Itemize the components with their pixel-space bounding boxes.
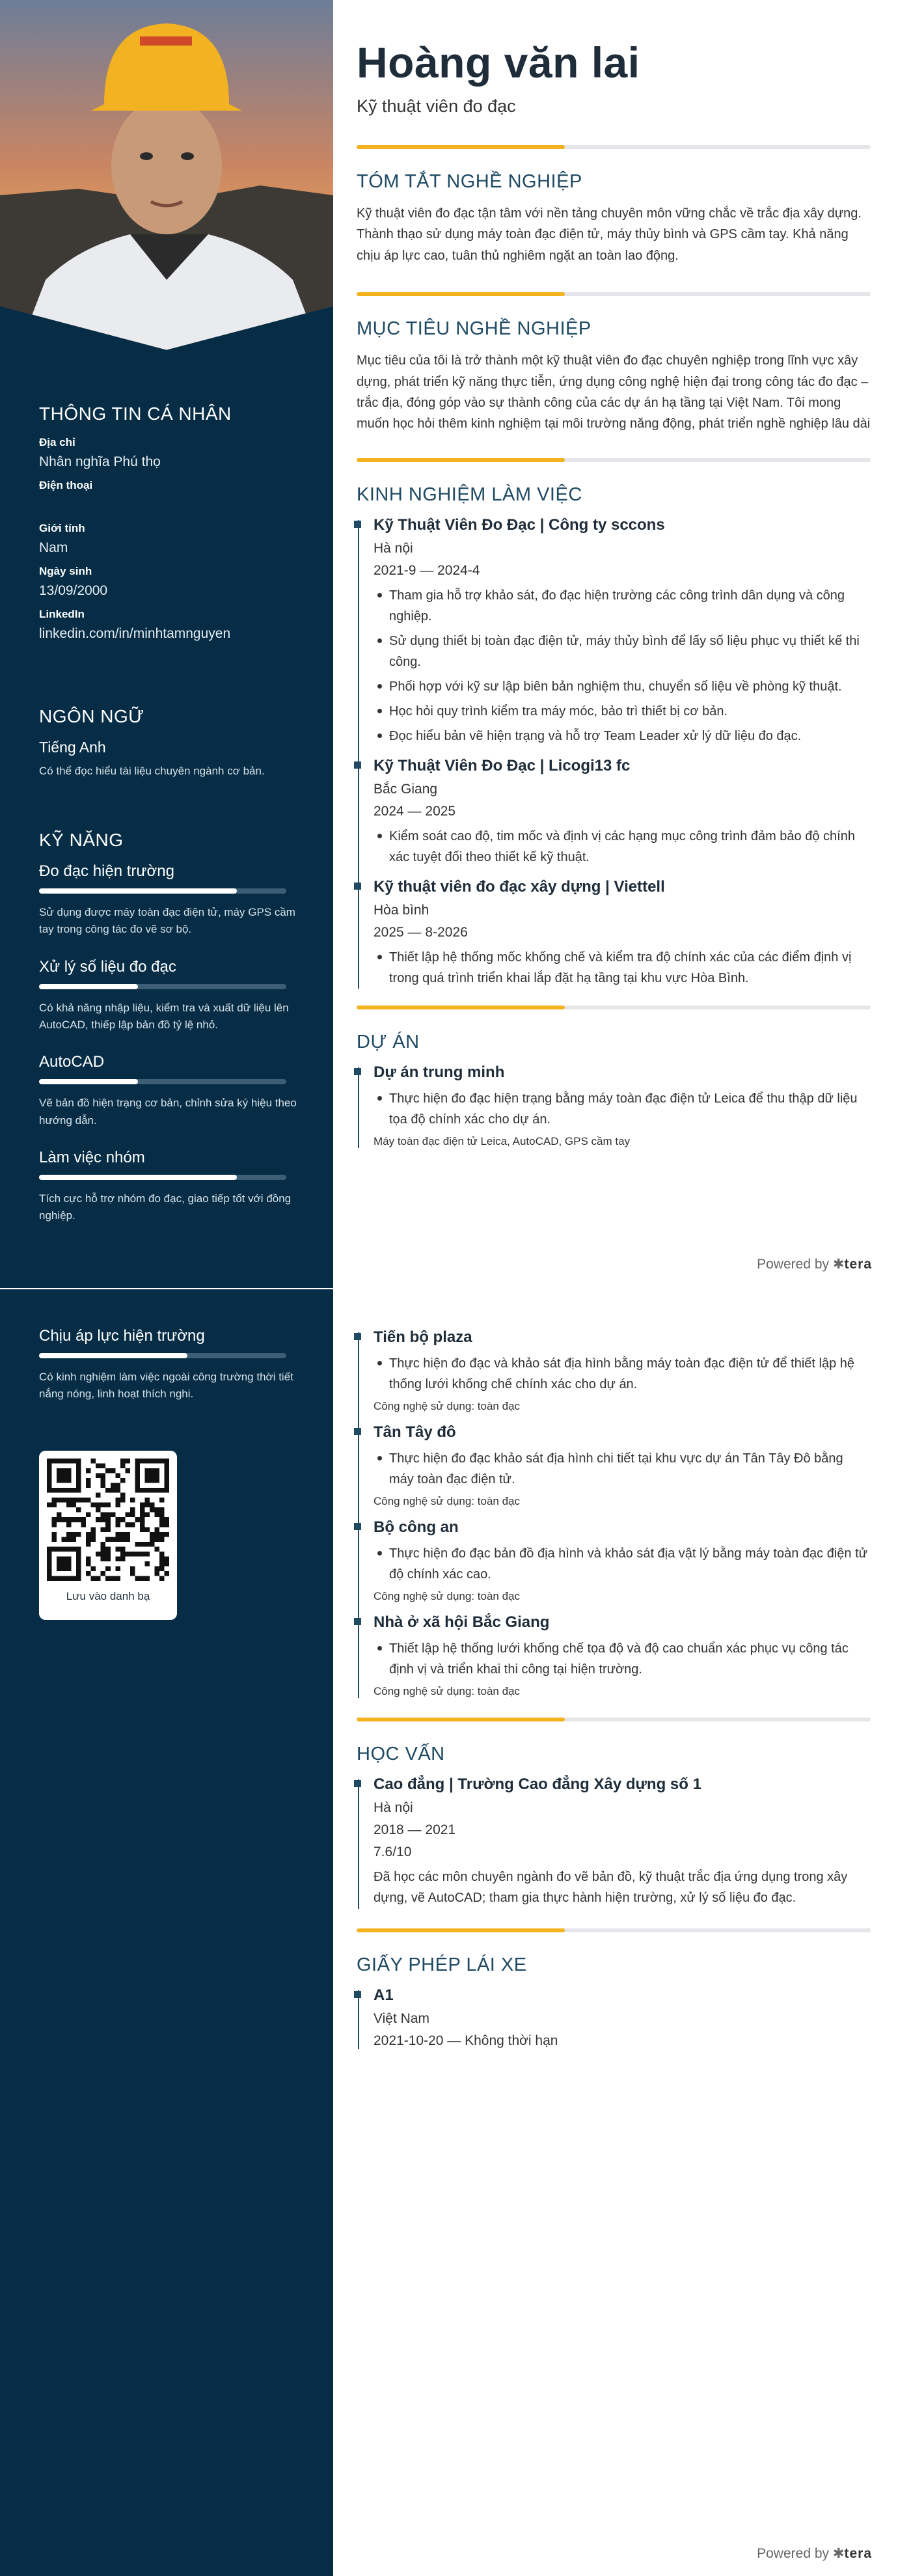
candidate-name: Hoàng văn lai bbox=[357, 38, 640, 87]
gender-value: Nam bbox=[39, 540, 68, 555]
section-divider bbox=[357, 145, 871, 149]
job-title: Kỹ Thuật Viên Đo Đạc | Licogi13 fc bbox=[374, 756, 631, 774]
project-entry bbox=[374, 1518, 871, 1603]
job-location: Bắc Giang bbox=[374, 781, 438, 797]
sidebar bbox=[0, 0, 333, 1288]
asterisk-logo-icon: ✱ bbox=[832, 2546, 845, 2561]
skill-level-fill bbox=[39, 1079, 138, 1084]
skill-desc: Vẽ bản đồ hiện trạng cơ bản, chỉnh sửa ký hiệu theo hướng dẫn. bbox=[39, 1097, 297, 1127]
project-title: Bộ công an bbox=[374, 1518, 459, 1536]
save-contact-label: Lưu vào danh bạ bbox=[66, 1590, 150, 1602]
timeline-dot bbox=[354, 1068, 361, 1075]
school-gpa: 7.6/10 bbox=[374, 1844, 412, 1859]
skill-item bbox=[39, 958, 299, 1034]
license-country: Việt Nam bbox=[374, 2010, 429, 2026]
license-dates: 2021-10-20 — Không thời hạn bbox=[374, 2033, 558, 2048]
school-title: Cao đẳng | Trường Cao đẳng Xây dựng số 1 bbox=[374, 1775, 701, 1793]
list-item: Thực hiện đo đạc khảo sát địa hình chi tiết tại khu vực dự án Tân Tây Đô bằng máy toàn đạc điện tử. bbox=[374, 1448, 871, 1490]
skill-level-fill bbox=[39, 1175, 237, 1180]
powered-by-label: Powered by bbox=[757, 1257, 830, 1272]
brand-name: tera bbox=[844, 2546, 872, 2561]
list-item: Thực hiện đo đạc và khảo sát địa hình bằng máy toàn đạc điện tử để thiết lập hệ thống lưới khống chế chính xác cho dự án. bbox=[374, 1353, 871, 1395]
job-bullets bbox=[374, 585, 871, 747]
job-title: Kỹ thuật viên đo đạc xây dựng | Viettell bbox=[374, 877, 665, 896]
linkedin-link[interactable]: linkedin.com/in/minhtamnguyen bbox=[39, 626, 231, 641]
license-heading: GIẤY PHÉP LÁI XE bbox=[357, 1954, 527, 1975]
project-bullets bbox=[374, 1448, 871, 1490]
project-entry bbox=[374, 1423, 871, 1508]
summary-text: Kỹ thuật viên đo đạc tận tâm với nền tảng chuyên môn vững chắc về trắc địa xây dựng. Thành thạo sử dụng máy toàn đạc điện tử, máy thủy bình và GPS cầm tay. Khả năng chịu áp lực cao, tuân thủ nghiêm ngặt an toàn lao động. bbox=[357, 206, 862, 263]
project-tech: Công nghệ sử dụng: toàn đạc bbox=[374, 1495, 520, 1507]
skill-level-bar bbox=[39, 984, 286, 989]
skill-item bbox=[39, 862, 299, 939]
job-location: Hà nội bbox=[374, 540, 413, 556]
skill-level-bar bbox=[39, 1175, 286, 1180]
list-item: Thiết lập hệ thống mốc khống chế và kiểm tra độ chính xác của các điểm định vị trong quá trình triển khai lắp đặt hạ tầng tại khu vực Hòa Bình. bbox=[374, 947, 871, 989]
personal-info-section bbox=[39, 404, 299, 651]
address-value: Nhân nghĩa Phú thọ bbox=[39, 454, 161, 469]
skills-section bbox=[39, 830, 299, 1244]
objective-text: Mục tiêu của tôi là trở thành một kỹ thuật viên đo đạc chuyên nghiệp trong lĩnh vực xây dựng, phát triển kỹ năng thực tiễn, ứng dụng công nghệ hiện đại trong công tác đo đạc – trắc địa, đóng góp vào sự thành công của các dự án hạ tầng tại Việt Nam. Tôi mong muốn học hỏi thêm kinh nghiệm tại môi trường năng động, phát triển nghề nghiệp lâu dài bbox=[357, 353, 871, 432]
skill-desc: Có khả năng nhập liệu, kiểm tra và xuất dữ liệu lên AutoCAD, thiếp lập bản đồ tỷ lệ nhỏ. bbox=[39, 1001, 289, 1032]
skills-heading: KỸ NĂNG bbox=[39, 830, 124, 850]
school-location: Hà nội bbox=[374, 1800, 413, 1815]
school-dates: 2018 — 2021 bbox=[374, 1822, 456, 1837]
skill-item bbox=[39, 1327, 299, 1403]
project-entry bbox=[374, 1063, 871, 1148]
project-tech: Công nghệ sử dụng: toàn đạc bbox=[374, 1685, 520, 1697]
project-bullets bbox=[374, 1353, 871, 1395]
list-item: Thực hiện đo đạc bản đồ địa hình và khảo sát địa vật lý bằng máy toàn đạc điện tử độ chính xác cao. bbox=[374, 1543, 871, 1585]
language-desc: Có thể đọc hiểu tài liệu chuyên ngành cơ bản. bbox=[39, 765, 265, 777]
education-heading: HỌC VẤN bbox=[357, 1744, 445, 1764]
job-location: Hòa bình bbox=[374, 902, 429, 918]
skill-desc: Tích cực hỗ trợ nhóm đo đạc, giao tiếp tốt với đồng nghiệp. bbox=[39, 1192, 292, 1222]
project-entry bbox=[374, 1613, 871, 1698]
powered-by bbox=[757, 2545, 872, 2562]
projects-heading: DỰ ÁN bbox=[357, 1031, 420, 1052]
skill-level-fill bbox=[39, 984, 138, 989]
experience-entry bbox=[374, 757, 871, 868]
project-title: Dự án trung minh bbox=[374, 1063, 505, 1081]
powered-by-label: Powered by bbox=[757, 2546, 830, 2561]
job-dates: 2021-9 — 2024-4 bbox=[374, 562, 480, 578]
languages-heading: NGÔN NGỮ bbox=[39, 706, 144, 726]
timeline-dot bbox=[354, 1618, 361, 1625]
qr-card[interactable] bbox=[39, 1451, 177, 1620]
project-bullets bbox=[374, 1543, 871, 1585]
experience-entry bbox=[374, 516, 871, 747]
project-bullets bbox=[374, 1638, 871, 1680]
personal-info-heading: THÔNG TIN CÁ NHÂN bbox=[39, 404, 232, 424]
experience-entry bbox=[374, 878, 871, 989]
license-entry bbox=[374, 1986, 871, 2049]
project-title: Nhà ở xã hội Bắc Giang bbox=[374, 1613, 550, 1631]
project-tech: Công nghệ sử dụng: toàn đạc bbox=[374, 1590, 520, 1602]
brand-name: tera bbox=[844, 1257, 872, 1272]
skill-name: Làm việc nhóm bbox=[39, 1149, 145, 1167]
linkedin-label: LinkedIn bbox=[39, 608, 85, 620]
sidebar bbox=[0, 1289, 333, 2576]
job-bullets bbox=[374, 826, 871, 868]
job-title: Kỹ Thuật Viên Đo Đạc | Công ty sccons bbox=[374, 515, 665, 534]
skill-desc: Sử dụng được máy toàn đạc điện tử, máy GPS cầm tay trong công tác đo vẽ sơ bộ. bbox=[39, 906, 295, 936]
education-timeline bbox=[357, 1775, 871, 1909]
skill-level-bar bbox=[39, 888, 286, 894]
project-title: Tiến bộ plaza bbox=[374, 1328, 472, 1346]
skill-level-bar bbox=[39, 1079, 286, 1084]
dob-value: 13/09/2000 bbox=[39, 583, 108, 598]
list-item: Thiết lập hệ thống lưới khống chế tọa độ và độ cao chuẩn xác phục vụ công tác định vị và triển khai thi công tại hiện trường. bbox=[374, 1638, 871, 1680]
project-title: Tân Tây đô bbox=[374, 1423, 456, 1441]
experience-heading: KINH NGHIỆM LÀM VIỆC bbox=[357, 484, 582, 505]
address-label: Địa chỉ bbox=[39, 436, 75, 448]
section-divider bbox=[357, 292, 871, 296]
license-class: A1 bbox=[374, 1986, 394, 2004]
list-item: Kiểm soát cao độ, tim mốc và định vị các hạng mục công trình đảm bảo độ chính xác tuyệt đối theo thiết kế kỹ thuật. bbox=[374, 826, 871, 868]
section-divider bbox=[357, 1928, 871, 1932]
project-tech: Công nghệ sử dụng: toàn đạc bbox=[374, 1400, 520, 1412]
job-dates: 2024 — 2025 bbox=[374, 803, 456, 819]
skill-item bbox=[39, 1149, 299, 1225]
timeline-dot bbox=[354, 883, 361, 890]
list-item: Thực hiện đo đạc hiện trạng bằng máy toàn đạc điện tử Leica để thu thập dữ liệu tọa độ chính xác cho dự án. bbox=[374, 1088, 871, 1130]
skill-name: Đo đạc hiện trường bbox=[39, 862, 174, 880]
skill-name: AutoCAD bbox=[39, 1053, 105, 1071]
skill-level-bar bbox=[39, 1353, 286, 1358]
experience-timeline bbox=[357, 516, 871, 989]
objective-heading: MỤC TIÊU NGHỀ NGHIỆP bbox=[357, 318, 591, 340]
skill-name: Xử lý số liệu đo đạc bbox=[39, 957, 176, 976]
project-entry bbox=[374, 1328, 871, 1413]
timeline-dot bbox=[354, 1991, 361, 1998]
timeline-dot bbox=[354, 521, 361, 528]
language-name: Tiếng Anh bbox=[39, 739, 106, 756]
cv-page-2 bbox=[0, 1288, 911, 2576]
list-item: Sử dụng thiết bị toàn đạc điện tử, máy thủy bình để lấy số liệu phục vụ thiết kế thi công. bbox=[374, 631, 871, 672]
education-entry bbox=[374, 1775, 871, 1909]
project-bullets bbox=[374, 1088, 871, 1130]
dob-label: Ngày sinh bbox=[39, 565, 92, 577]
skill-level-fill bbox=[39, 888, 237, 894]
license-timeline bbox=[357, 1986, 871, 2049]
asterisk-logo-icon: ✱ bbox=[832, 1257, 845, 1272]
timeline-dot bbox=[354, 1780, 361, 1787]
list-item: Phối hợp với kỹ sư lập biên bản nghiệm thu, chuyển số liệu về phòng kỹ thuật. bbox=[374, 676, 871, 697]
main-content bbox=[357, 1328, 871, 2059]
main-content bbox=[357, 38, 871, 1158]
skill-item bbox=[39, 1053, 299, 1129]
profile-photo bbox=[0, 0, 333, 364]
powered-by bbox=[757, 1256, 872, 1272]
school-desc: Đã học các môn chuyên ngành đo vẽ bản đồ, kỹ thuật trắc địa ứng dụng trong xây dựng, vẽ AutoCAD; tham gia thực hành hiện trường, xử lý số liệu đo đạc. bbox=[374, 1870, 848, 1906]
project-tech: Máy toàn đạc điện tử Leica, AutoCAD, GPS cầm tay bbox=[374, 1134, 631, 1147]
timeline-dot bbox=[354, 1333, 361, 1340]
projects-timeline-continued bbox=[357, 1328, 871, 1698]
languages-section bbox=[39, 706, 299, 780]
list-item: Đọc hiểu bản vẽ hiện trạng và hỗ trợ Team Leader xử lý dữ liệu đo đạc. bbox=[374, 726, 871, 747]
phone-value bbox=[39, 497, 299, 513]
qr-code-icon bbox=[47, 1459, 169, 1581]
gender-label: Giới tính bbox=[39, 522, 85, 534]
skill-desc: Có kinh nghiệm làm việc ngoài công trường thời tiết nắng nóng, linh hoạt thích nghi. bbox=[39, 1371, 293, 1401]
job-dates: 2025 — 8-2026 bbox=[374, 924, 468, 940]
list-item: Học hỏi quy trình kiểm tra máy móc, bảo trì thiết bị cơ bản. bbox=[374, 701, 871, 722]
section-divider bbox=[357, 458, 871, 462]
section-divider bbox=[357, 1006, 871, 1009]
projects-timeline bbox=[357, 1063, 871, 1148]
skill-level-fill bbox=[39, 1353, 187, 1358]
candidate-role: Kỹ thuật viên đo đạc bbox=[357, 96, 516, 116]
section-divider bbox=[357, 1718, 871, 1721]
phone-label: Điện thoại bbox=[39, 479, 93, 491]
list-item: Tham gia hỗ trợ khảo sát, đo đạc hiện trường các công trình dân dụng và công nghiệp. bbox=[374, 585, 871, 627]
summary-heading: TÓM TẮT NGHỀ NGHIỆP bbox=[357, 171, 582, 192]
skills-section-continued bbox=[39, 1327, 299, 1423]
timeline-dot bbox=[354, 761, 361, 769]
timeline-dot bbox=[354, 1428, 361, 1435]
skill-name: Chịu áp lực hiện trường bbox=[39, 1327, 205, 1345]
timeline-dot bbox=[354, 1523, 361, 1530]
job-bullets bbox=[374, 947, 871, 989]
